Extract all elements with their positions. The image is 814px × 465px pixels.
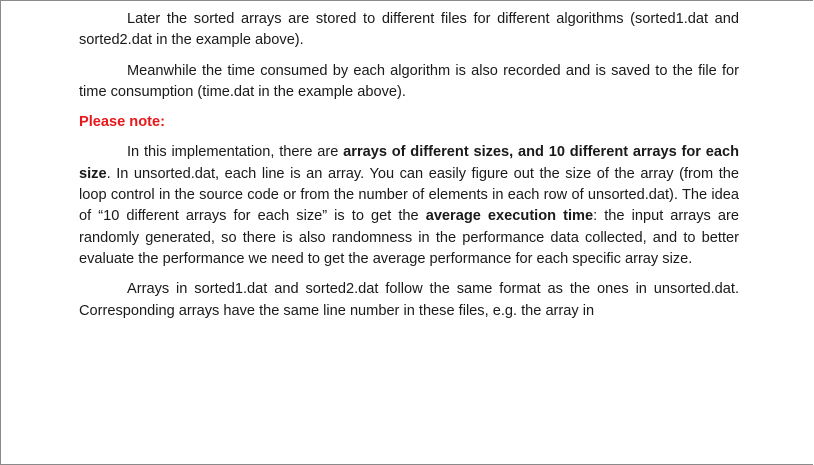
bold-text-run: arrays of different sizes, and 10 different arrays for each size (79, 144, 739, 182)
paragraph-sorted-files (79, 9, 739, 52)
text-run: . In unsorted.dat, each line is an array. You can easily figure out the size of the array (from the loop control in the source code or from the number of elements in each row of unsorted.dat). The idea of “10 different arrays for each size” is to get the (79, 165, 739, 225)
paragraph-implementation (79, 142, 739, 270)
note-heading: Please note: (79, 114, 165, 131)
text-run: Arrays in sorted1.dat and sorted2.dat follow the same format as the ones in unsorted.dat. Corresponding arrays have the same line number in these files, e.g. the array in (79, 281, 739, 319)
text-run: In this implementation, there are (127, 144, 344, 161)
text-run: Later the sorted arrays are stored to different files for different algorithms (sorted1.dat and sorted2.dat in the example above). (79, 11, 739, 49)
text-run: : the input arrays are randomly generated, so there is also randomness in the performance data collected, and to better evaluate the performance we need to get the average performance for each specific array size. (79, 208, 740, 267)
paragraph-time-consumption (79, 61, 739, 104)
paragraph-file-format (79, 279, 739, 322)
document-body (79, 9, 739, 322)
bold-text-run: average execution time (425, 208, 594, 225)
text-run: Meanwhile the time consumed by each algorithm is also recorded and is saved to the file for time consumption (time.dat in the example above). (79, 62, 739, 100)
